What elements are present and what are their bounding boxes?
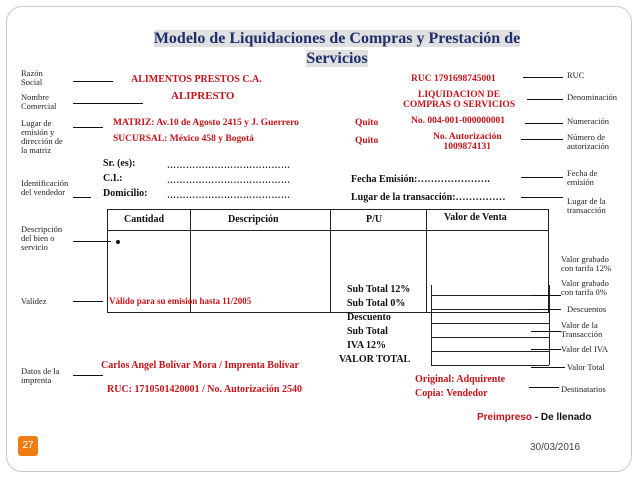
col-divider-3 xyxy=(426,210,427,312)
slide-date: 30/03/2016 xyxy=(530,442,581,453)
label-datos-imprenta: Datos de la imprenta xyxy=(21,366,60,385)
iva-12: IVA 12% xyxy=(347,340,386,351)
arrow-lugar xyxy=(73,127,103,128)
col-valor-venta: Valor de Venta xyxy=(444,212,507,223)
label-descripcion: Descripción del bien o servicio xyxy=(21,224,63,252)
total-vline-right xyxy=(549,285,550,365)
label-nombre-comercial: Nombre Comercial xyxy=(21,92,57,111)
preimpreso-label: Preimpreso xyxy=(477,412,533,423)
arrow-iva xyxy=(531,349,561,350)
label-descuentos: Descuentos xyxy=(567,304,607,314)
col-divider-2 xyxy=(330,210,331,312)
label-valor-grabado-0: Valor grabado con tarifa 0% xyxy=(561,278,609,297)
arrow-nombre xyxy=(73,103,143,104)
imprenta-text: Carlos Angel Bolívar Mora / Imprenta Bolívar xyxy=(101,360,299,371)
autorizacion-value: No. Autorización 1009874131 xyxy=(433,132,502,152)
copia-text: Copia: Vendedor xyxy=(415,388,488,399)
subtotal-12: Sub Total 12% xyxy=(347,284,411,295)
title-line-1: Modelo de Liquidaciones de Compras y Prestación de xyxy=(153,30,521,47)
arrow-fecha xyxy=(521,177,563,178)
label-lugar-transaccion: Lugar de la transacción xyxy=(567,196,606,215)
arrow-imprenta xyxy=(73,375,103,376)
arrow-descripcion xyxy=(73,241,111,242)
matriz-city: Quito xyxy=(355,118,379,128)
label-identificacion: Identificación del vendedor xyxy=(21,178,69,197)
invoice-diagram xyxy=(21,69,625,439)
company-name: ALIMENTOS PRESTOS C.A. xyxy=(131,74,262,85)
lugar-transaccion: Lugar de la transacción:…………… xyxy=(351,192,506,203)
domicilio-dots: ………………………………… xyxy=(167,190,291,200)
arrow-validez xyxy=(73,301,103,302)
brand-name: ALIPRESTO xyxy=(171,90,235,102)
de-llenado-label: - De llenado xyxy=(532,412,592,423)
slide xyxy=(6,6,632,472)
col-cantidad: Cantidad xyxy=(124,214,165,225)
col-pu: P/U xyxy=(366,214,383,225)
page-number-badge: 27 xyxy=(18,436,38,456)
validez-text: Válido para su emisión hasta 11/2005 xyxy=(109,296,252,306)
arrow-razon xyxy=(73,81,113,82)
original-text: Original: Adquirente xyxy=(415,374,506,385)
label-numero-autorizacion: Número de autorización xyxy=(567,132,610,151)
label-validez: Validez xyxy=(21,296,47,306)
descuento: Descuento xyxy=(347,312,391,323)
arrow-autorizacion xyxy=(521,139,563,140)
arrow-destinatarios xyxy=(529,387,559,388)
valor-total: VALOR TOTAL xyxy=(339,354,411,365)
label-numeracion: Numeración xyxy=(567,116,610,126)
total-vline-left xyxy=(431,285,432,365)
sucursal-address: SUCURSAL: México 458 y Bogotá xyxy=(113,134,254,144)
domicilio-label: Domicilio: xyxy=(103,188,148,199)
fecha-emision: Fecha Emisión:…………………. xyxy=(351,174,490,185)
arrow-numeracion xyxy=(525,123,563,124)
label-valor-total: Valor Total xyxy=(567,362,605,372)
matriz-address: MATRIZ: Av.10 de Agosto 2415 y J. Guerrero xyxy=(113,118,299,128)
subtotal: Sub Total xyxy=(347,326,388,337)
label-razon-social: Razón Social xyxy=(21,68,43,87)
sucursal-city: Quito xyxy=(355,136,379,146)
ruc-value: RUC 1791698745001 xyxy=(411,74,496,84)
total-line-5 xyxy=(431,351,549,352)
doc-number: No. 004-001-000000001 xyxy=(411,116,505,126)
total-line-4 xyxy=(431,337,549,338)
total-line-6 xyxy=(431,365,549,366)
label-fecha-emision: Fecha de emisión xyxy=(567,168,598,187)
label-denominacion: Denominación xyxy=(567,92,618,102)
doc-type: LIQUIDACION DE COMPRAS O SERVICIOS xyxy=(403,90,516,110)
label-valor-transaccion: Valor de la Transacción xyxy=(561,320,603,339)
total-line-3 xyxy=(431,323,549,324)
arrow-total xyxy=(531,367,565,368)
table-header-divider xyxy=(108,230,548,231)
title-line-2: Servicios xyxy=(306,50,368,67)
ci-label: C.I.: xyxy=(103,173,123,184)
label-valor-iva: Valor del IVA xyxy=(561,344,609,354)
label-lugar-emision: Lugar de emisión y dirección de la matriz xyxy=(21,118,63,155)
arrow-descuentos xyxy=(531,309,561,310)
sr-dots: ………………………………… xyxy=(167,160,291,170)
ci-dots: ………………………………… xyxy=(167,175,291,185)
sr-label: Sr. (es): xyxy=(103,158,136,169)
arrow-denominacion xyxy=(527,99,563,100)
slide-title xyxy=(107,29,567,69)
arrow-lugar-trans xyxy=(521,197,563,198)
imprenta-ruc: RUC: 1710501420001 / No. Autorización 2540 xyxy=(107,384,302,395)
arrow-transaccion xyxy=(531,331,561,332)
label-ruc: RUC xyxy=(567,70,585,80)
arrow-identificacion xyxy=(73,197,91,198)
label-valor-grabado-12: Valor grabado con tarifa 12% xyxy=(561,254,612,273)
label-destinatarios: Destinatarios xyxy=(561,384,606,394)
col-descripcion: Descripción xyxy=(228,214,279,225)
preimpreso-legend xyxy=(477,413,591,424)
arrow-grabado-12 xyxy=(531,295,561,296)
subtotal-0: Sub Total 0% xyxy=(347,298,406,309)
description-dot xyxy=(116,240,120,244)
arrow-ruc xyxy=(523,77,563,78)
